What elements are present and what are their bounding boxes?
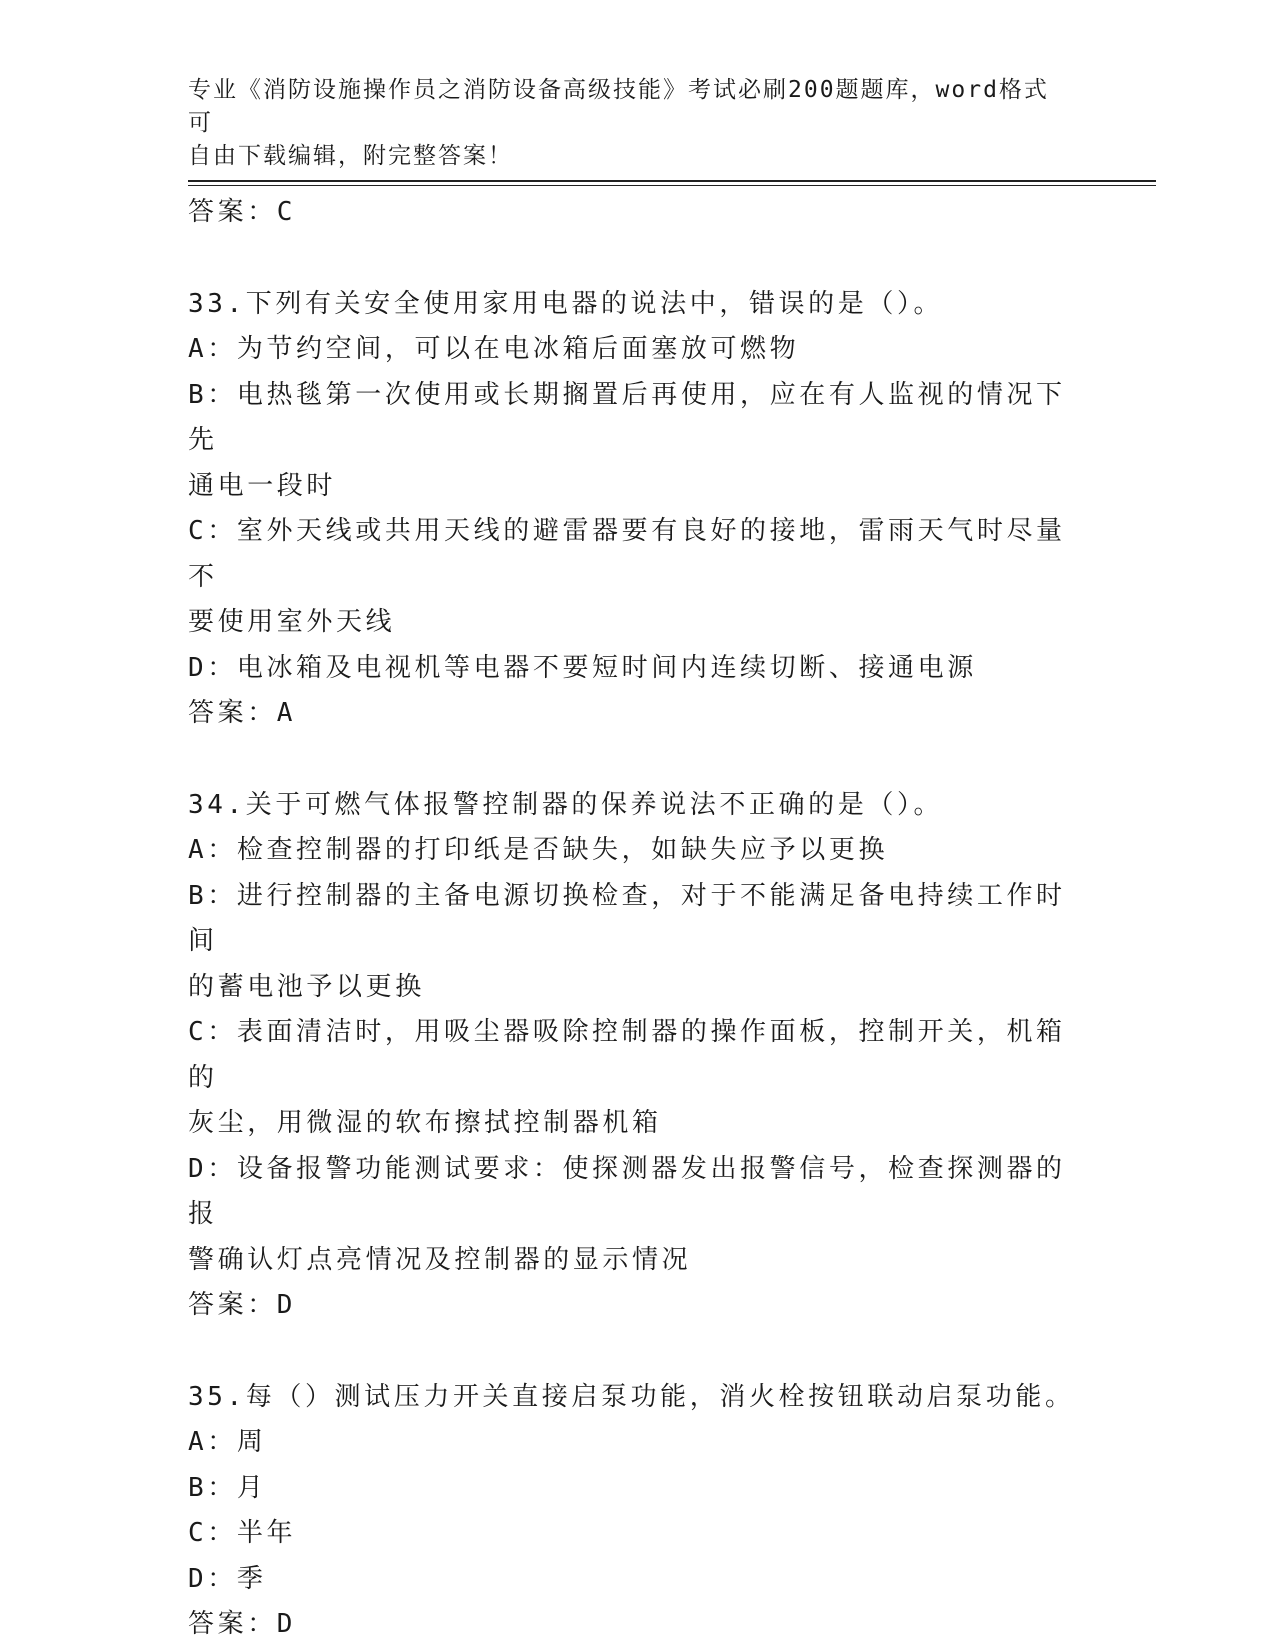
answer-line: 答案：C: [188, 197, 297, 227]
option-c-continued: 要使用室外天线: [188, 607, 396, 637]
header-line-1: 专业《消防设施操作员之消防设备高级技能》考试必刷200题题库，word格式可: [188, 77, 1049, 136]
option-c: C：室外天线或共用天线的避雷器要有良好的接地，雷雨天气时尽量不: [188, 516, 1066, 592]
header-divider-thick: [188, 180, 1156, 182]
option-a: A：检查控制器的打印纸是否缺失，如缺失应予以更换: [188, 835, 889, 865]
option-a: A：为节约空间，可以在电冰箱后面塞放可燃物: [188, 334, 800, 364]
question-33: [188, 282, 1088, 737]
question-list: [188, 190, 1088, 1648]
question-35: [188, 1375, 1088, 1648]
option-d: D：季: [188, 1563, 267, 1594]
option-c: C：半年: [188, 1518, 297, 1548]
option-b: B：进行控制器的主备电源切换检查，对于不能满足备电持续工作时间: [188, 880, 1066, 956]
option-d-continued: 警确认灯点亮情况及控制器的显示情况: [188, 1244, 692, 1275]
header-line-2: 自由下载编辑，附完整答案！: [188, 143, 513, 169]
answer-line: 答案：D: [188, 1609, 297, 1639]
header-divider-thin: [188, 185, 1156, 186]
option-c-continued: 灰尘，用微湿的软布擦拭控制器机箱: [188, 1108, 662, 1138]
document-header: [188, 74, 1068, 173]
question-stem: 35.每（）测试压力开关直接启泵功能，消火栓按钮联动启泵功能。: [188, 1381, 1075, 1412]
option-b-continued: 通电一段时: [188, 470, 337, 501]
answer-line: 答案：D: [188, 1290, 297, 1320]
option-d: D：电冰箱及电视机等电器不要短时间内连续切断、接通电源: [188, 652, 977, 683]
question-34: [188, 783, 1088, 1329]
option-b: B：月: [188, 1472, 267, 1503]
option-d: D：设备报警功能测试要求：使探测器发出报警信号，检查探测器的报: [188, 1153, 1066, 1229]
question-stem: 33.下列有关安全使用家用电器的说法中，错误的是（）。: [188, 288, 944, 319]
answer-line: 答案：A: [188, 698, 297, 728]
option-b-continued: 的蓄电池予以更换: [188, 971, 425, 1002]
option-c: C：表面清洁时，用吸尘器吸除控制器的操作面板，控制开关，机箱的: [188, 1017, 1066, 1093]
option-b: B：电热毯第一次使用或长期搁置后再使用，应在有人监视的情况下先: [188, 379, 1066, 455]
question-stem: 34.关于可燃气体报警控制器的保养说法不正确的是（）。: [188, 789, 944, 820]
option-a: A：周: [188, 1427, 267, 1457]
